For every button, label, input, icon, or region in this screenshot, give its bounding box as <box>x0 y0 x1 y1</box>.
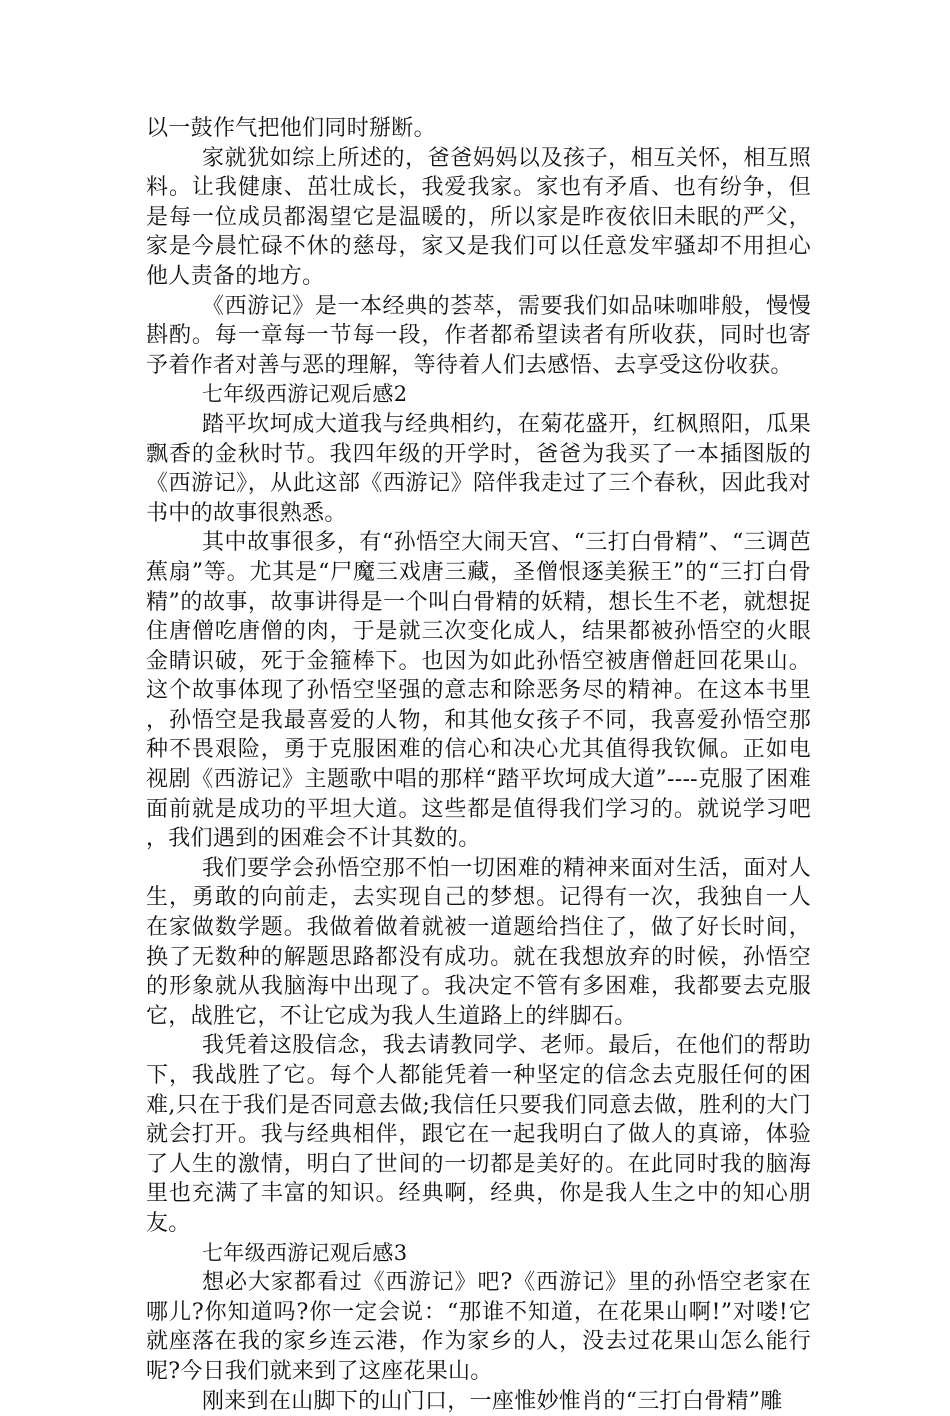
section-heading: 七年级西游记观后感2 <box>202 382 408 407</box>
paragraph: 想必大家都看过《西游记》吧?《西游记》里的孙悟空老家在哪儿?你知道吗?你一定会说：“那谁不知道，在花果山啊!”对喽!它就座落在我的家乡连云港，作为家乡的人，没去过花果山怎么能行呢?今日我们就来到了这座花果山。 <box>146 1270 811 1384</box>
paragraph: 我们要学会孙悟空那不怕一切困难的精神来面对生活，面对人生，勇敢的向前走，去实现自己的梦想。记得有一次，我独自一人在家做数学题。我做着做着就被一道题给挡住了，做了好长时间，换了无数种的解题思路都没有成功。就在我想放弃的时候，孙悟空的形象就从我脑海中出现了。我决定不管有多困难，我都要去克服它，战胜它，不让它成为我人生道路上的绊脚石。 <box>146 855 811 1029</box>
paragraph: 以一鼓作气把他们同时掰断。 <box>146 116 436 141</box>
paragraph: 我凭着这股信念，我去请教同学、老师。最后，在他们的帮助下，我战胜了它。每个人都能凭着一种坚定的信念去克服任何的困难,只在于我们是否同意去做;我信任只要我们同意去做，胜利的大门就会打开。我与经典相伴，跟它在一起我明白了做人的真谛，体验了人生的激情，明白了世间的一切都是美好的。在此同时我的脑海里也充满了丰富的知识。经典啊，经典，你是我人生之中的知心朋友。 <box>146 1033 811 1236</box>
paragraph: 《西游记》是一本经典的荟萃，需要我们如品味咖啡般，慢慢斟酌。每一章每一节每一段，作者都希望读者有所收获，同时也寄予着作者对善与恶的理解，等待着人们去感悟、去享受这份收获。 <box>146 293 811 378</box>
paragraph: 家就犹如综上所述的，爸爸妈妈以及孩子，相互关怀，相互照料。让我健康、茁壮成长，我爱我家。家也有矛盾、也有纷争，但是每一位成员都渴望它是温暖的，所以家是昨夜依旧未眠的严父，家是今晨忙碌不休的慈母，家又是我们可以任意发牢骚却不用担心他人责备的地方。 <box>146 145 811 289</box>
paragraph: 刚来到在山脚下的山门口，一座惟妙惟肖的“三打白骨精”雕 <box>202 1388 783 1414</box>
section-heading: 七年级西游记观后感3 <box>202 1240 408 1265</box>
document-body <box>146 114 811 1416</box>
paragraph: 其中故事很多，有“孙悟空大闹天宫、“三打白骨精”、“三调芭蕉扇”等。尤其是“尸魔三戏唐三藏，圣僧恨逐美猴王”的“三打白骨精”的故事，故事讲得是一个叫白骨精的妖精，想长生不老，就想捉住唐僧吃唐僧的肉，于是就三次变化成人，结果都被孙悟空的火眼金睛识破，死于金箍棒下。也因为如此孙悟空被唐僧赶回花果山。这个故事体现了孙悟空坚强的意志和除恶务尽的精神。在这本书里，孙悟空是我最喜爱的人物，和其他女孩子不同，我喜爱孙悟空那种不畏艰险，勇于克服困难的信心和决心尤其值得我钦佩。正如电视剧《西游记》主题歌中唱的那样“踏平坎坷成大道”----克服了困难面前就是成功的平坦大道。这些都是值得我们学习的。就说学习吧，我们遇到的困难会不计其数的。 <box>146 530 811 852</box>
paragraph: 踏平坎坷成大道我与经典相约，在菊花盛开，红枫照阳，瓜果飘香的金秋时节。我四年级的开学时，爸爸为我买了一本插图版的《西游记》，从此这部《西游记》陪伴我走过了三个春秋，因此我对书中的故事很熟悉。 <box>146 411 811 526</box>
